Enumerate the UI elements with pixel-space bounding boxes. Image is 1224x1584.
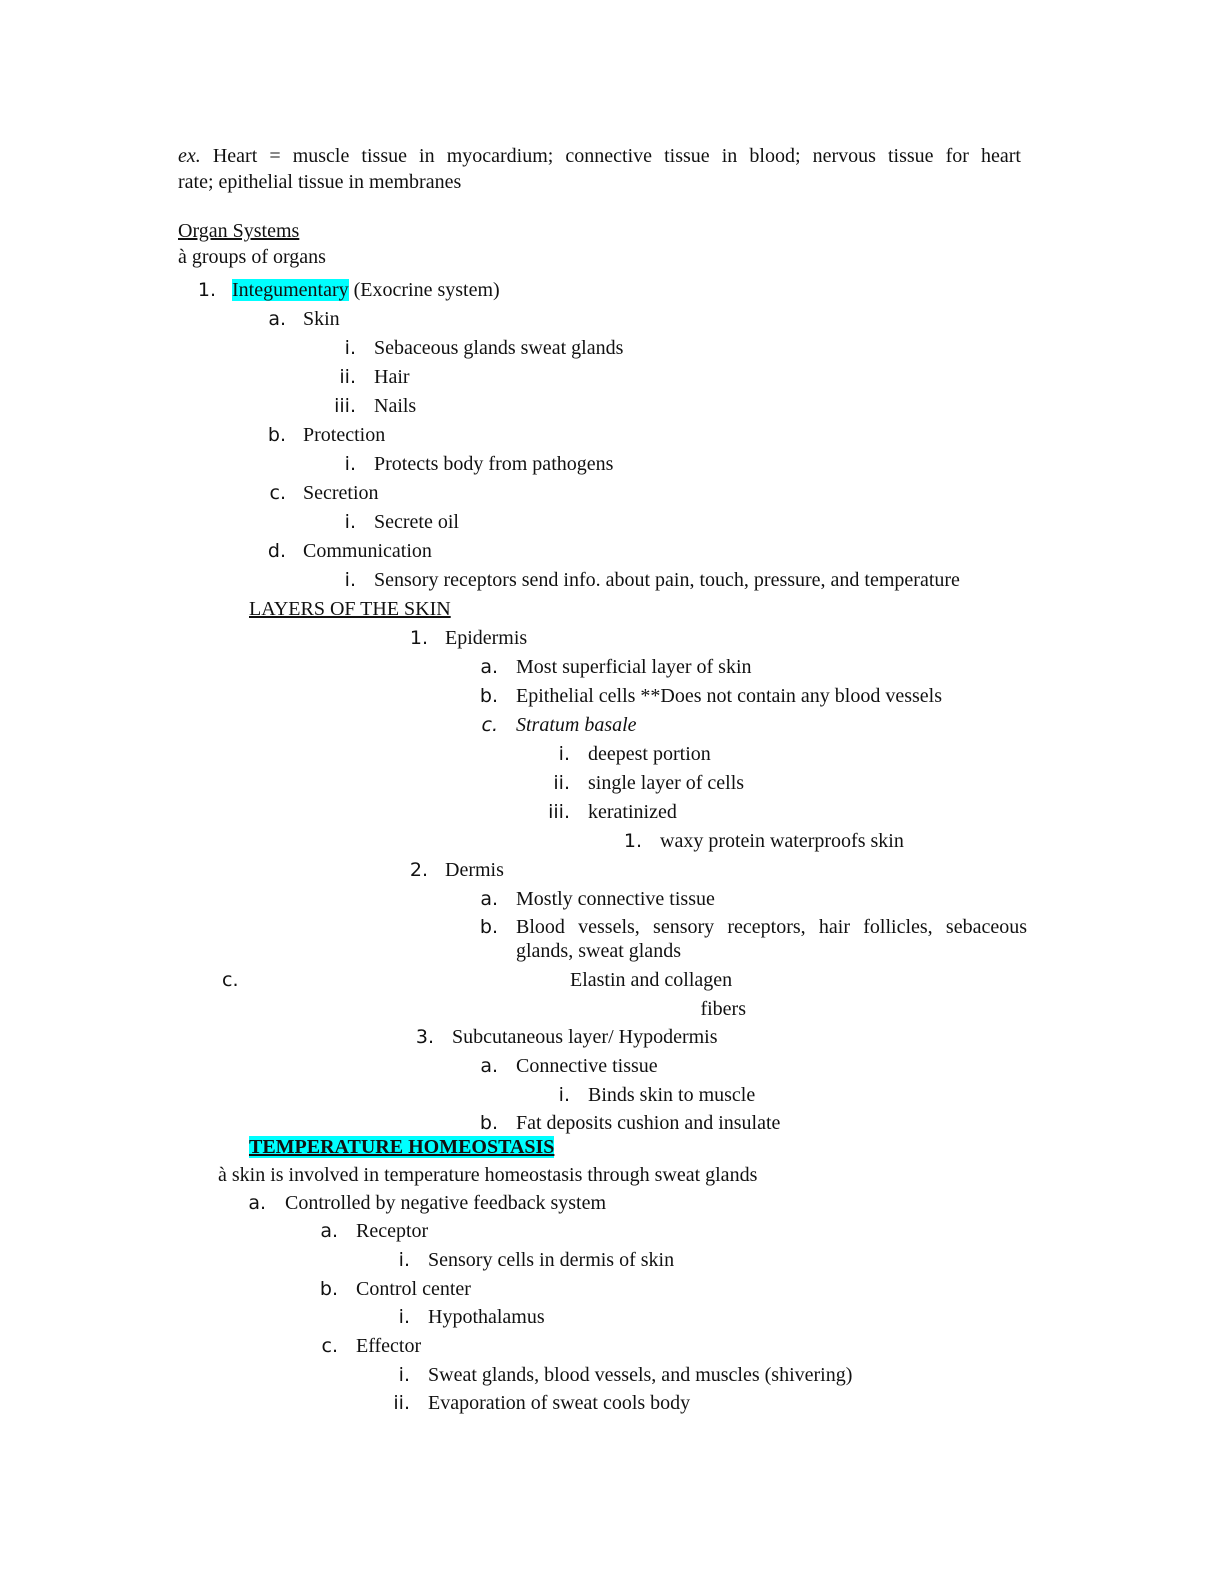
list-item-dermis: Dermis	[445, 859, 504, 881]
list-item: Secrete oil	[374, 511, 459, 533]
list-item: keratinized	[588, 801, 677, 823]
list-marker: a.	[268, 308, 286, 330]
temperature-subtitle: à skin is involved in temperature homeostasis through sweat glands	[218, 1164, 758, 1186]
list-item: Protects body from pathogens	[374, 453, 614, 475]
intro-line-1-text: Heart = muscle tissue in myocardium; connective tissue in blood; nervous tissue for heart	[200, 145, 1021, 167]
list-item: Binds skin to muscle	[588, 1084, 756, 1106]
list-item-stratum-basale: Stratum basale	[516, 714, 637, 736]
list-item: single layer of cells	[588, 772, 745, 794]
organ-systems-subtitle: à groups of organs	[178, 246, 326, 268]
list-item: Mostly connective tissue	[516, 888, 715, 910]
list-marker: i.	[344, 511, 356, 533]
list-marker: i.	[398, 1306, 410, 1328]
list-marker: ii.	[339, 366, 356, 388]
list-marker: a.	[320, 1220, 338, 1242]
list-marker: iii.	[334, 395, 356, 417]
list-marker: a.	[248, 1192, 266, 1214]
list-marker: i.	[398, 1364, 410, 1386]
list-item: Epithelial cells **Does not contain any blood vessels	[516, 685, 943, 707]
list-item-line-1: Elastin and collagen	[570, 969, 733, 991]
list-item: waxy protein waterproofs skin	[660, 830, 904, 852]
list-item: Controlled by negative feedback system	[285, 1192, 607, 1214]
temperature-heading	[249, 1135, 554, 1159]
list-marker: b.	[479, 685, 498, 707]
list-item-line-2: glands, sweat glands	[516, 940, 681, 962]
list-marker: c.	[269, 482, 286, 504]
intro-ex-label: ex.	[178, 145, 201, 167]
list-item: Hypothalamus	[428, 1306, 545, 1328]
list-item: Connective tissue	[516, 1055, 658, 1077]
list-marker: 1.	[197, 279, 216, 301]
list-item: Evaporation of sweat cools body	[428, 1392, 691, 1414]
list-item: Fat deposits cushion and insulate	[516, 1112, 781, 1134]
list-item-control-center: Control center	[356, 1278, 471, 1300]
list-marker: i.	[344, 453, 356, 475]
list-item: Skin	[303, 308, 340, 330]
list-item: Hair	[374, 366, 410, 388]
list-item-hypodermis: Subcutaneous layer/ Hypodermis	[452, 1026, 718, 1048]
list-item: Sensory receptors send info. about pain, touch, pressure, and temperature	[374, 569, 960, 591]
list-marker: 2.	[409, 859, 428, 881]
list-marker: i.	[558, 1084, 570, 1106]
organ-systems-heading: Organ Systems	[178, 220, 300, 242]
list-marker: b.	[479, 916, 498, 938]
list-marker: c.	[321, 1335, 338, 1357]
list-marker: b.	[479, 1112, 498, 1134]
intro-line-2: rate; epithelial tissue in membranes	[178, 171, 462, 193]
intro-line-1	[178, 144, 1021, 168]
list-marker: ii.	[393, 1392, 410, 1414]
list-marker: a.	[480, 888, 498, 910]
list-item-effector: Effector	[356, 1335, 422, 1357]
list-marker: c.	[222, 969, 239, 991]
list-marker: d.	[267, 540, 286, 562]
list-marker: a.	[480, 656, 498, 678]
list-item: Most superficial layer of skin	[516, 656, 752, 678]
list-marker: 1.	[409, 627, 428, 649]
list-marker: i.	[344, 337, 356, 359]
list-marker: c.	[481, 714, 498, 736]
list-item: Sensory cells in dermis of skin	[428, 1249, 675, 1271]
list-marker: ii.	[553, 772, 570, 794]
list-marker: b.	[319, 1278, 338, 1300]
list-marker: i.	[344, 569, 356, 591]
list-marker: i.	[398, 1249, 410, 1271]
integumentary-rest: (Exocrine system)	[348, 279, 500, 301]
list-item: Sebaceous glands sweat glands	[374, 337, 624, 359]
list-item: Secretion	[303, 482, 379, 504]
list-marker: b.	[267, 424, 286, 446]
list-marker: 1.	[623, 830, 642, 852]
list-marker: i.	[558, 743, 570, 765]
list-item-receptor: Receptor	[356, 1220, 429, 1242]
list-item-integumentary	[232, 278, 500, 302]
layers-heading: LAYERS OF THE SKIN	[249, 598, 451, 620]
list-marker: 3.	[415, 1026, 434, 1048]
integumentary-highlight: Integumentary	[232, 279, 349, 301]
list-item: Sweat glands, blood vessels, and muscles (shivering)	[428, 1364, 853, 1386]
list-item: Communication	[303, 540, 432, 562]
list-marker: a.	[480, 1055, 498, 1077]
list-item-epidermis: Epidermis	[445, 627, 528, 649]
list-item: Nails	[374, 395, 417, 417]
temperature-heading-highlight: TEMPERATURE HOMEOSTASIS	[249, 1136, 555, 1158]
list-item-line-1: Blood vessels, sensory receptors, hair follicles, sebaceous	[516, 916, 1027, 938]
list-item: deepest portion	[588, 743, 711, 765]
list-item-line-2: fibers	[700, 998, 746, 1020]
list-item: Protection	[303, 424, 386, 446]
list-marker: iii.	[548, 801, 570, 823]
